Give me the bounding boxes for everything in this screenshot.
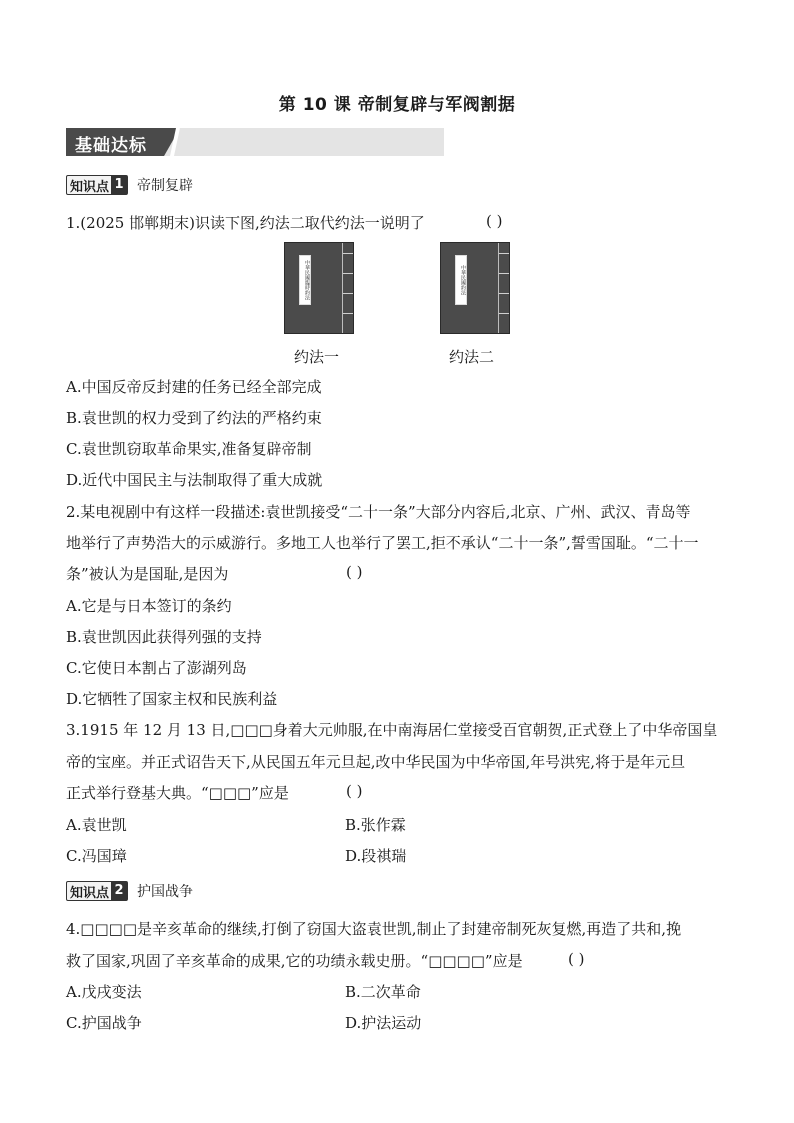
book-1-label: 中華民國臨時約法 xyxy=(299,255,311,305)
question-3-answer-paren: ( ) xyxy=(346,782,363,800)
question-3-line-2: 帝的宝座。并正式诏告天下,从民国五年元旦起,改中华民国为中华帝国,年号洪宪,将于是年元旦 xyxy=(66,753,686,771)
question-4-option-a: A.戊戌变法 xyxy=(66,983,142,1001)
question-1-stem xyxy=(66,212,425,233)
constitution-book-2-image xyxy=(440,242,510,334)
knowledge-point-title: 护国战争 xyxy=(137,884,194,900)
question-2-answer-paren: ( ) xyxy=(346,563,363,581)
question-1-option-c: C.袁世凯窃取革命果实,准备复辟帝制 xyxy=(66,440,312,458)
knowledge-point-2 xyxy=(66,881,193,901)
question-1-option-a: A.中国反帝反封建的任务已经全部完成 xyxy=(66,378,322,396)
question-4-line-2: 救了国家,巩固了辛亥革命的成果,它的功绩永载史册。“□□□□”应是 xyxy=(66,952,523,970)
question-4-answer-paren: ( ) xyxy=(568,950,585,968)
question-3-line-3: 正式举行登基大典。“□□□”应是 xyxy=(66,784,289,802)
caption-constitution-1: 约法一 xyxy=(294,348,340,366)
book-2-label: 中華民國約法 xyxy=(455,255,467,305)
question-2-line-2: 地举行了声势浩大的示威游行。多地工人也举行了罢工,拒不承认“二十一条”,誓雪国耻。“二十一 xyxy=(66,534,699,552)
question-2-option-a: A.它是与日本签订的条约 xyxy=(66,597,232,615)
knowledge-point-badge xyxy=(66,175,128,195)
book-2-spine xyxy=(498,243,509,333)
question-2-option-d: D.它牺牲了国家主权和民族利益 xyxy=(66,690,278,708)
knowledge-point-badge xyxy=(66,881,128,901)
banner-title: 基础达标 xyxy=(75,136,147,156)
question-3-option-c: C.冯国璋 xyxy=(66,847,127,865)
constitution-book-1-image xyxy=(284,242,354,334)
section-banner xyxy=(66,128,444,156)
question-2-line-1: 2.某电视剧中有这样一段描述:袁世凯接受“二十一条”大部分内容后,北京、广州、武汉、青岛等 xyxy=(66,503,691,521)
question-3-option-d: D.段祺瑞 xyxy=(345,847,407,865)
question-4-option-b: B.二次革命 xyxy=(345,983,421,1001)
book-1-spine xyxy=(342,243,353,333)
question-4-option-d: D.护法运动 xyxy=(345,1014,422,1032)
question-3-option-a: A.袁世凯 xyxy=(66,816,127,834)
knowledge-point-label: 知识点 xyxy=(70,179,110,195)
question-1-answer-paren: ( ) xyxy=(486,212,503,230)
question-2-line-3: 条”被认为是国耻,是因为 xyxy=(66,565,229,583)
question-1-option-d: D.近代中国民主与法制取得了重大成就 xyxy=(66,471,323,489)
question-3-option-b: B.张作霖 xyxy=(345,816,406,834)
knowledge-point-number: 1 xyxy=(111,176,127,194)
question-1-text: 1.(2025 邯郸期末)识读下图,约法二取代约法一说明了 xyxy=(66,214,425,232)
question-1-option-b: B.袁世凯的权力受到了约法的严格约束 xyxy=(66,409,322,427)
caption-constitution-2: 约法二 xyxy=(449,348,495,366)
page-title: 第 10 课 帝制复辟与军阀割据 xyxy=(278,95,516,115)
knowledge-point-label: 知识点 xyxy=(70,885,110,901)
question-3-line-1: 3.1915 年 12 月 13 日,□□□身着大元帅服,在中南海居仁堂接受百官朝贺,正式登上了中华帝国皇 xyxy=(66,721,718,739)
knowledge-point-number: 2 xyxy=(111,882,127,900)
knowledge-point-1 xyxy=(66,175,193,195)
question-4-line-1: 4.□□□□是辛亥革命的继续,打倒了窃国大盗袁世凯,制止了封建帝制死灰复燃,再造了共和,挽 xyxy=(66,920,682,938)
knowledge-point-title: 帝制复辟 xyxy=(137,178,194,194)
question-2-option-b: B.袁世凯因此获得列强的支持 xyxy=(66,628,262,646)
question-4-option-c: C.护国战争 xyxy=(66,1014,142,1032)
question-2-option-c: C.它使日本割占了澎湖列岛 xyxy=(66,659,247,677)
